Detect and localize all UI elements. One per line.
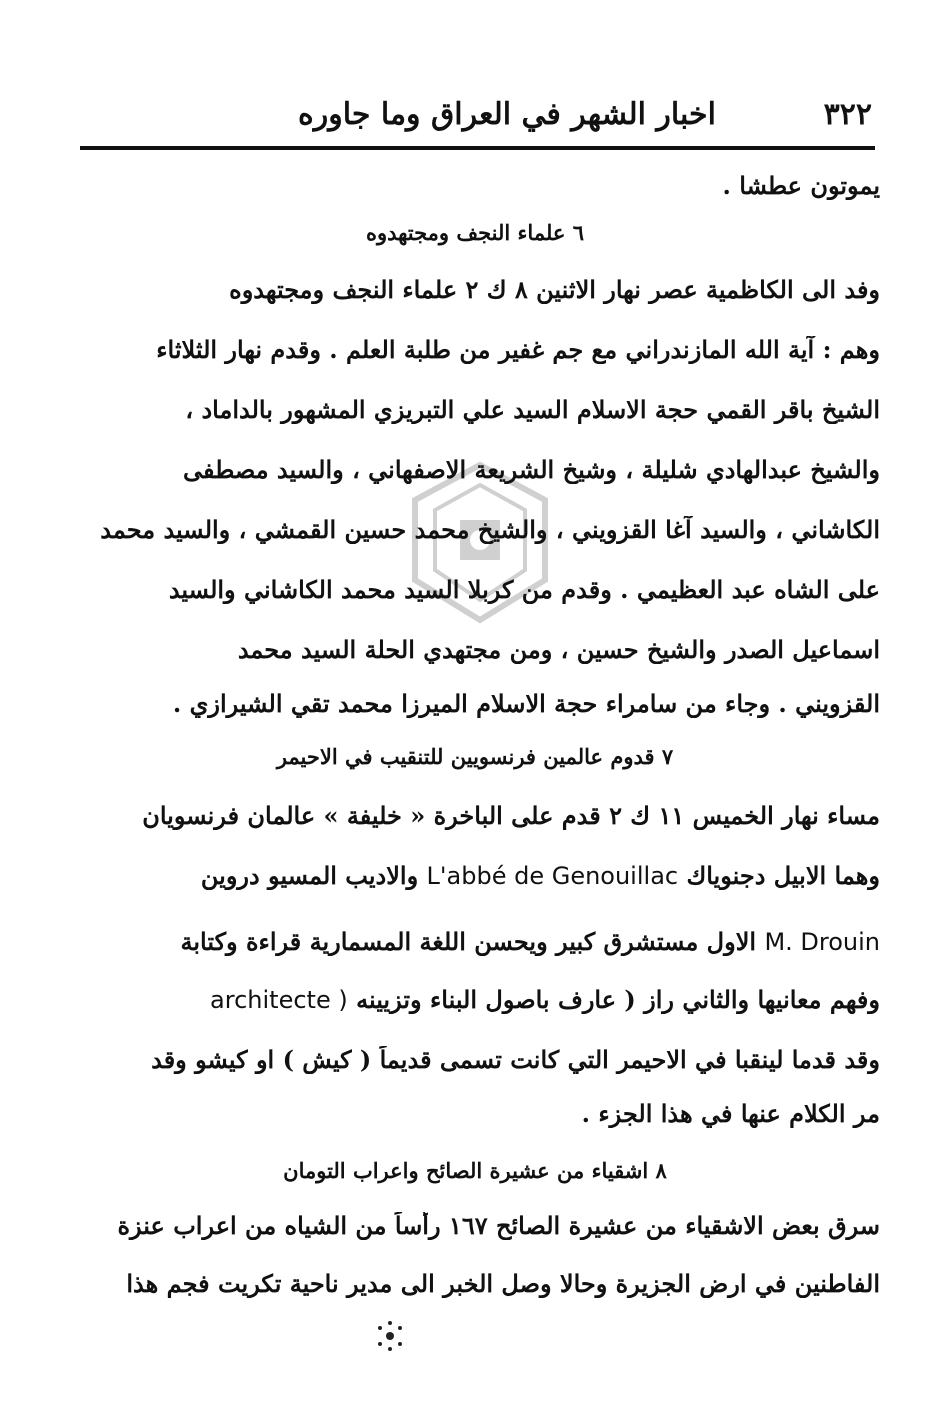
text-line-mixed bbox=[70, 986, 880, 1014]
paragraph-tail-line: يموتون عطشا . bbox=[722, 172, 880, 200]
text-fragment: والاديب المسيو دروين bbox=[200, 862, 419, 890]
section-heading-8: ٨ اشقياء من عشيرة الصائح واعراب التومان bbox=[283, 1158, 667, 1183]
text-line: مساء نهار الخميس ١١ ك ٢ قدم على الباخرة « خليفة » عالمان فرنسويان bbox=[142, 802, 880, 830]
running-title: اخبار الشهر في العراق وما جاوره bbox=[298, 96, 716, 132]
text-line-mixed bbox=[70, 862, 880, 890]
text-line: وفد الى الكاظمية عصر نهار الاثنين ٨ ك ٢ علماء النجف ومجتهدوه bbox=[229, 276, 880, 304]
section-heading-6: ٦ علماء النجف ومجتهدوه bbox=[365, 220, 585, 245]
text-fragment: وهما الابيل دجنوياك bbox=[686, 862, 880, 890]
text-line: والشيخ عبدالهادي شليلة ، وشيخ الشريعة الاصفهاني ، والسيد مصطفى bbox=[183, 456, 880, 484]
text-line: مر الكلام عنها في هذا الجزء . bbox=[581, 1100, 880, 1128]
text-line: وقد قدما لينقبا في الاحيمر التي كانت تسمى قديماً ( كيش ) او كيشو وقد bbox=[151, 1046, 880, 1074]
page-header bbox=[78, 84, 872, 144]
text-line: الفاطنين في ارض الجزيرة وحالا وصل الخبر الى مدير ناحية تكريت فجم هذا bbox=[126, 1270, 880, 1298]
footer-ornament-icon bbox=[372, 1318, 408, 1354]
text-line: سرق بعض الاشقياء من عشيرة الصائح ١٦٧ رأساً من الشياه من اعراب عنزة bbox=[117, 1212, 880, 1240]
text-line: الشيخ باقر القمي حجة الاسلام السيد علي التبريزي المشهور بالداماد ، bbox=[185, 396, 880, 424]
text-line: وهم : آية الله المازندراني مع جم غفير من طلبة العلم . وقدم نهار الثلاثاء bbox=[156, 336, 880, 364]
text-line: الكاشاني ، والسيد آغا القزويني ، والشيخ محمد حسين القمشي ، والسيد محمد bbox=[100, 516, 880, 544]
header-rule bbox=[80, 146, 875, 150]
text-fragment: وفهم معانيها والثاني راز ( عارف باصول البناء وتزيينه bbox=[356, 986, 880, 1014]
latin-name: M. Drouin bbox=[764, 928, 880, 956]
latin-term: architecte ) bbox=[210, 986, 348, 1014]
text-fragment: الاول مستشرق كبير ويحسن اللغة المسمارية قراءة وكتابة bbox=[180, 928, 757, 956]
page-number: ٣٢٢ bbox=[823, 96, 872, 132]
text-line-mixed bbox=[70, 928, 880, 956]
text-line: على الشاه عبد العظيمي . وقدم من كربلا السيد محمد الكاشاني والسيد bbox=[168, 576, 880, 604]
text-line: القزويني . وجاء من سامراء حجة الاسلام الميرزا محمد تقي الشيرازي . bbox=[172, 690, 880, 718]
text-line: اسماعيل الصدر والشيخ حسين ، ومن مجتهدي الحلة السيد محمد bbox=[237, 636, 880, 664]
section-heading-7: ٧ قدوم عالمين فرنسويين للتنقيب في الاحيمر bbox=[276, 744, 674, 769]
latin-name: L'abbé de Genouillac bbox=[426, 862, 679, 890]
